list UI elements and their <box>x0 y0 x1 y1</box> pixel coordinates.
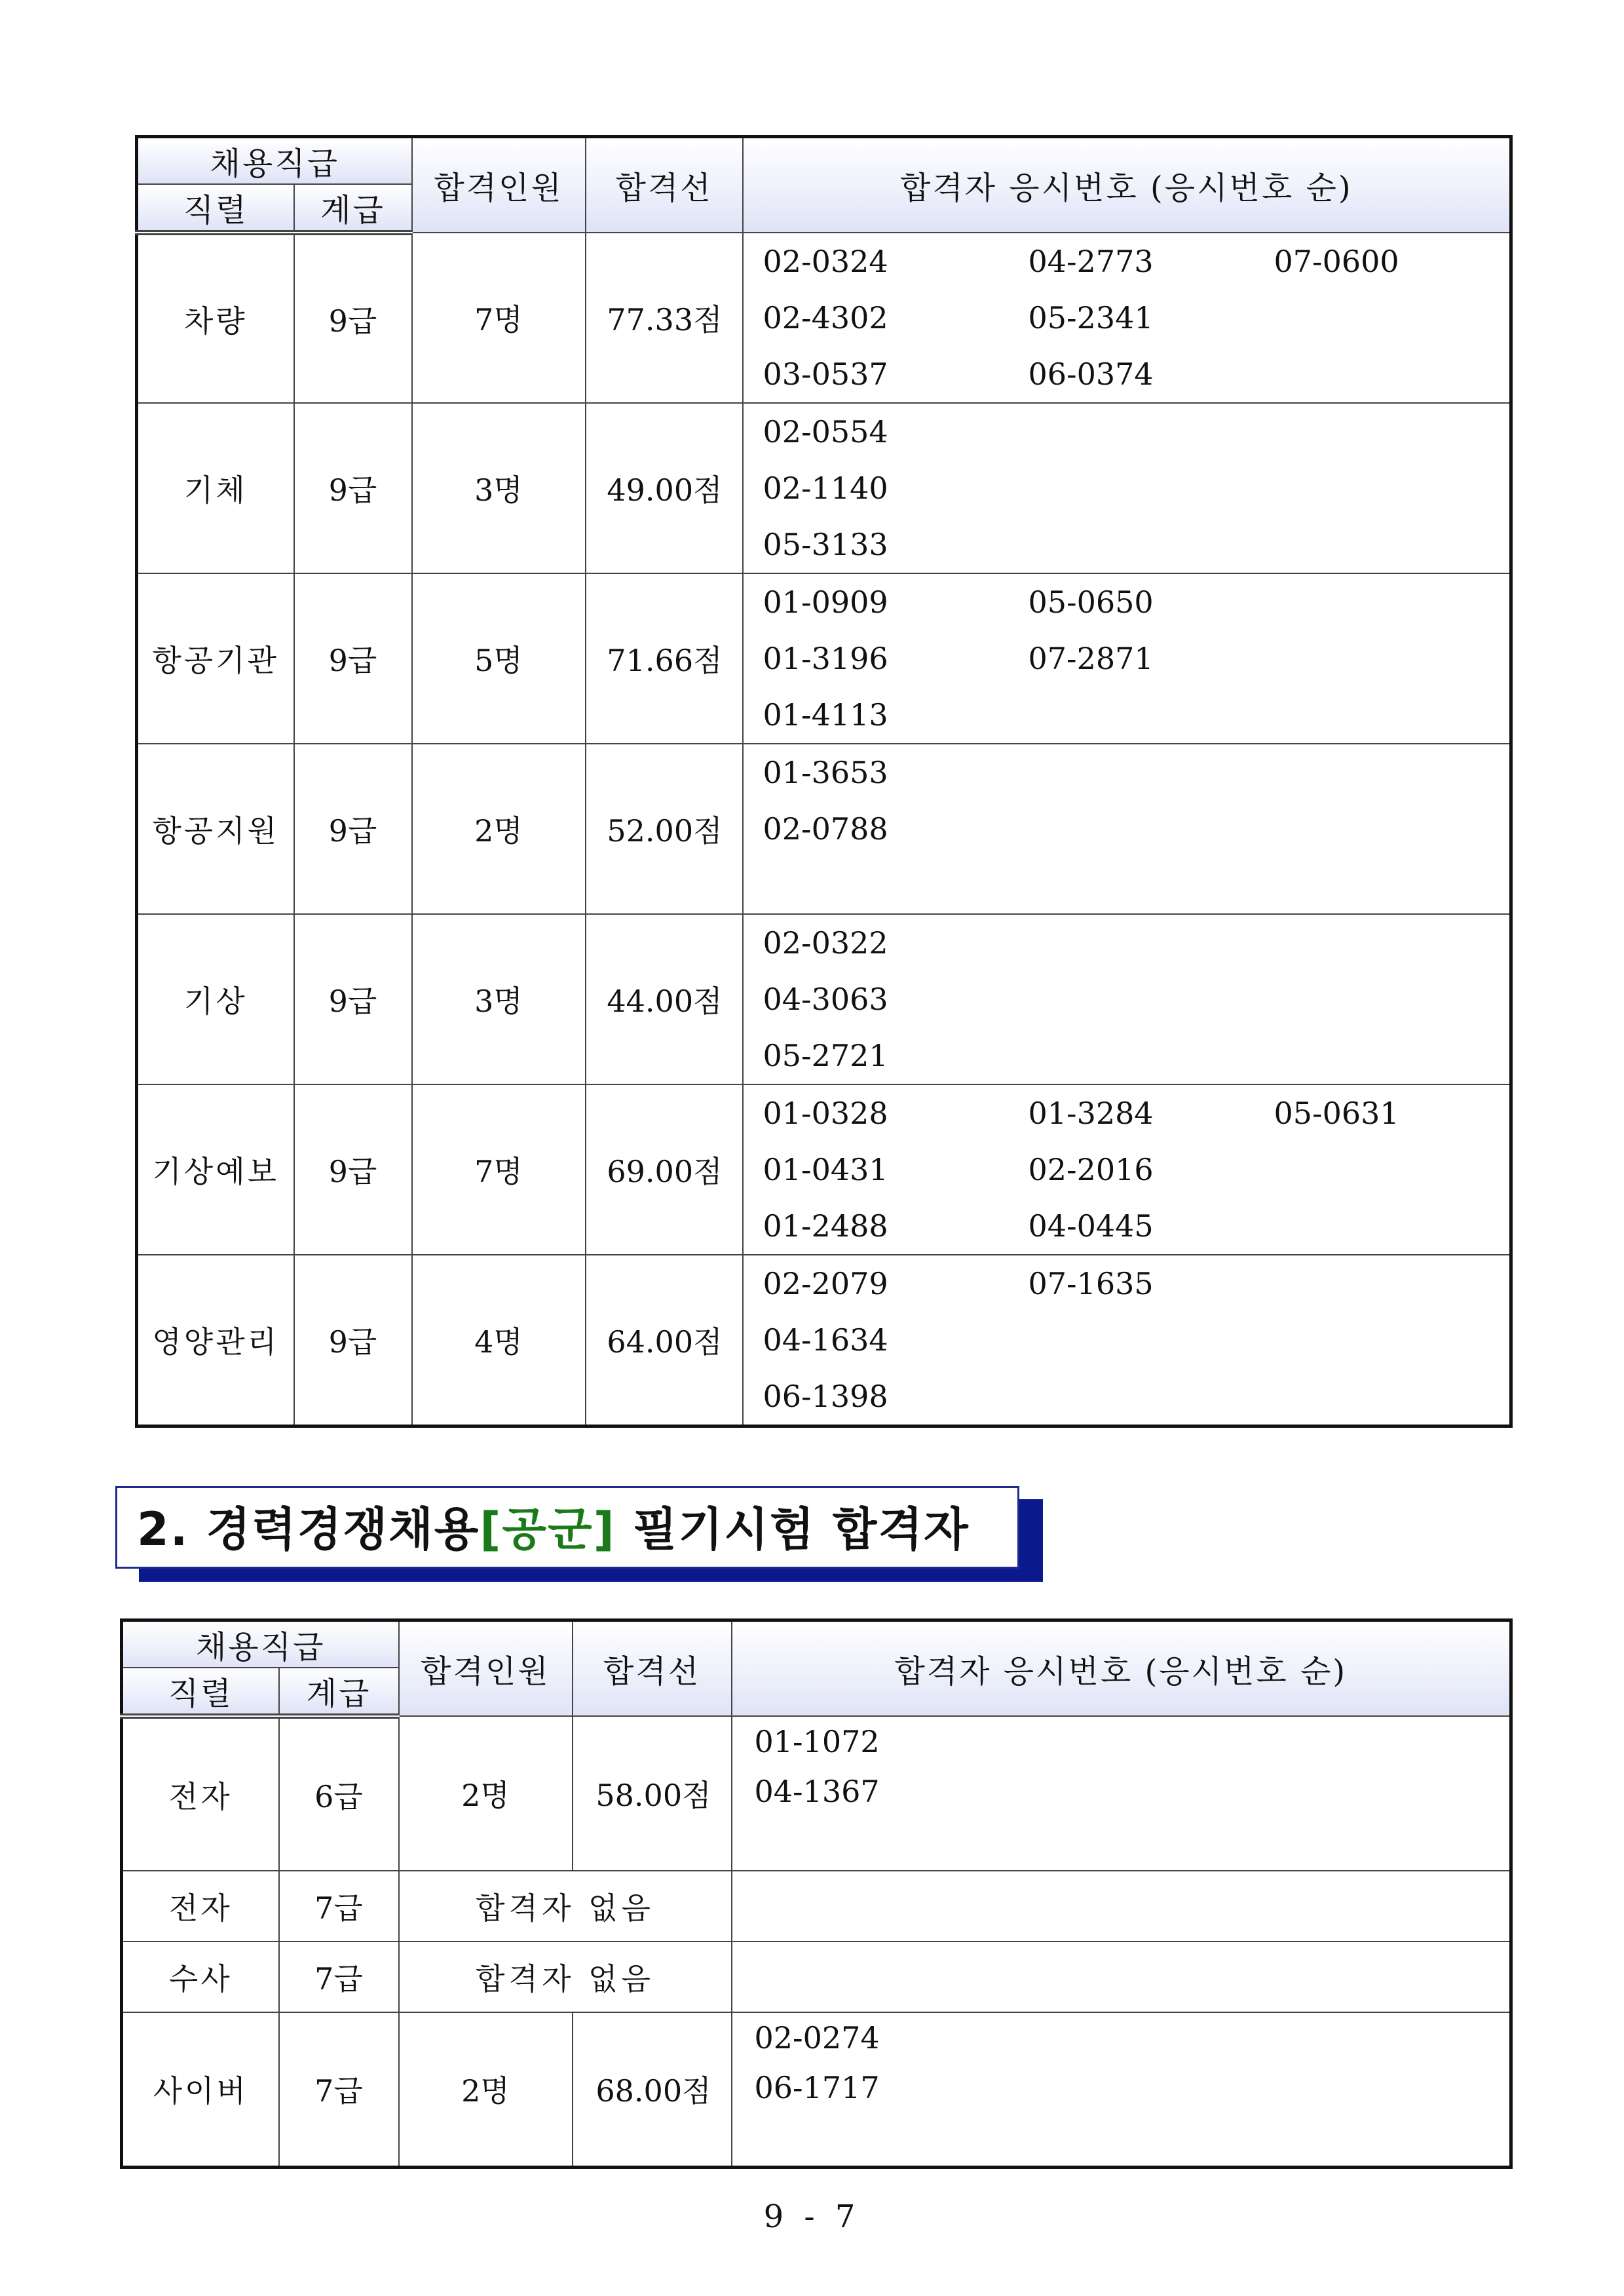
exam-id-line <box>763 857 1510 913</box>
series-cell: 기상 <box>137 914 294 1084</box>
exam-ids-cell <box>743 573 1511 744</box>
grade-cell: 9급 <box>294 1255 412 1426</box>
exam-id-line <box>763 1141 1510 1198</box>
exam-ids-cell <box>743 744 1511 914</box>
exam-id: 05-0650 <box>1028 584 1154 620</box>
exam-ids-cell <box>732 2012 1511 2167</box>
exam-id: 06-0374 <box>1028 356 1154 392</box>
exam-id: 04-1634 <box>763 1322 888 1358</box>
exam-id-line <box>763 1368 1510 1425</box>
exam-id: 04-0445 <box>1028 1208 1154 1244</box>
exam-id: 01-3284 <box>1028 1096 1154 1131</box>
exam-ids-cell <box>732 1942 1511 2012</box>
cutoff-cell: 52.00점 <box>586 744 743 914</box>
exam-id-line <box>763 404 1510 460</box>
exam-ids-cell <box>732 1871 1511 1942</box>
exam-id: 01-4113 <box>763 697 888 733</box>
header-recruit-grade: 채용직급 <box>122 1620 399 1668</box>
exam-id: 05-3133 <box>763 527 888 562</box>
exam-id: 01-0328 <box>763 1096 888 1131</box>
exam-id-line <box>763 744 1510 801</box>
grade-cell: 9급 <box>294 403 412 573</box>
exam-id: 04-2773 <box>1028 244 1154 279</box>
exam-id: 02-2016 <box>1028 1152 1154 1187</box>
exam-id: 01-2488 <box>763 1208 888 1244</box>
exam-id: 05-2341 <box>1028 300 1154 335</box>
cutoff-cell: 64.00점 <box>586 1255 743 1426</box>
exam-id: 02-1140 <box>763 470 888 506</box>
exam-id-line <box>763 630 1510 687</box>
exam-ids-cell <box>743 233 1511 403</box>
grade-cell: 7급 <box>279 2012 399 2167</box>
table-row <box>137 573 1511 744</box>
exam-id-line <box>763 574 1510 630</box>
results-table-1-body <box>137 233 1511 1426</box>
exam-ids-cell <box>743 1084 1511 1255</box>
series-cell: 사이버 <box>122 2012 279 2167</box>
grade-cell: 7급 <box>279 1871 399 1942</box>
header-exam-ids: 합격자 응시번호 (응시번호 순) <box>743 137 1511 233</box>
exam-id: 05-0631 <box>1274 1096 1399 1131</box>
table-row <box>137 233 1511 403</box>
exam-id: 07-1635 <box>1028 1266 1154 1301</box>
cutoff-cell: 58.00점 <box>573 1716 732 1871</box>
exam-ids-cell <box>732 1716 1511 1871</box>
cutoff-cell: 69.00점 <box>586 1084 743 1255</box>
no-passer-cell: 합격자 없음 <box>399 1942 732 2012</box>
grade-cell: 6급 <box>279 1716 399 1871</box>
exam-id: 02-4302 <box>763 300 888 335</box>
exam-id: 05-2721 <box>763 1038 888 1073</box>
exam-id: 07-0600 <box>1274 244 1399 279</box>
exam-id: 01-0909 <box>763 584 888 620</box>
exam-id: 04-1367 <box>754 1774 880 1809</box>
exam-id: 02-0274 <box>754 2020 880 2056</box>
pass-count-cell: 4명 <box>412 1255 586 1426</box>
header-grade: 계급 <box>279 1668 399 1716</box>
exam-id-line <box>763 516 1510 573</box>
cutoff-cell: 71.66점 <box>586 573 743 744</box>
pass-count-cell: 2명 <box>399 1716 573 1871</box>
grade-cell: 9급 <box>294 1084 412 1255</box>
exam-id-line <box>763 1255 1510 1312</box>
exam-id-line <box>763 1027 1510 1084</box>
exam-id-line <box>763 1198 1510 1254</box>
table-row <box>137 1084 1511 1255</box>
table-row <box>137 403 1511 573</box>
pass-count-cell: 3명 <box>412 914 586 1084</box>
series-cell: 항공지원 <box>137 744 294 914</box>
cutoff-cell: 77.33점 <box>586 233 743 403</box>
cutoff-cell: 68.00점 <box>573 2012 732 2167</box>
exam-id-line <box>763 1085 1510 1141</box>
header-series: 직렬 <box>137 184 294 233</box>
pass-count-cell: 2명 <box>412 744 586 914</box>
section-heading-accent: [공군] <box>480 1502 616 1556</box>
grade-cell: 7급 <box>279 1942 399 2012</box>
section-heading-prefix: 2. 경력경쟁채용 <box>137 1502 480 1556</box>
table-row <box>137 744 1511 914</box>
exam-id: 01-1072 <box>754 1724 880 1759</box>
table-row <box>122 2012 1511 2167</box>
exam-ids-cell <box>743 914 1511 1084</box>
series-cell: 전자 <box>122 1871 279 1942</box>
exam-id: 03-0537 <box>763 356 888 392</box>
header-recruit-grade: 채용직급 <box>137 137 412 185</box>
pass-count-cell: 7명 <box>412 233 586 403</box>
section-heading-suffix: 필기시험 합격자 <box>615 1502 970 1556</box>
exam-id: 02-0788 <box>763 811 888 847</box>
series-cell: 기상예보 <box>137 1084 294 1255</box>
pass-count-cell: 5명 <box>412 573 586 744</box>
series-cell: 차량 <box>137 233 294 403</box>
header-grade: 계급 <box>294 184 412 233</box>
exam-id: 01-3653 <box>763 755 888 790</box>
exam-id-line <box>763 915 1510 971</box>
grade-cell: 9급 <box>294 573 412 744</box>
section-heading <box>115 1486 1019 1569</box>
results-table-2 <box>120 1618 1513 2169</box>
exam-id: 02-0322 <box>763 925 888 961</box>
header-series: 직렬 <box>122 1668 279 1716</box>
table-row <box>122 1871 1511 1942</box>
exam-id: 07-2871 <box>1028 641 1154 676</box>
pass-count-cell: 7명 <box>412 1084 586 1255</box>
series-cell: 항공기관 <box>137 573 294 744</box>
cutoff-cell: 49.00점 <box>586 403 743 573</box>
table-row <box>122 1716 1511 1871</box>
exam-id-line <box>763 233 1510 290</box>
grade-cell: 9급 <box>294 233 412 403</box>
exam-id: 02-0324 <box>763 244 888 279</box>
pass-count-cell: 3명 <box>412 403 586 573</box>
page-number: 9 - 7 <box>763 2198 861 2235</box>
grade-cell: 9급 <box>294 914 412 1084</box>
table-row <box>122 1942 1511 2012</box>
exam-id: 02-2079 <box>763 1266 888 1301</box>
series-cell: 기체 <box>137 403 294 573</box>
exam-id-line <box>763 687 1510 743</box>
series-cell: 수사 <box>122 1942 279 2012</box>
header-pass-count: 합격인원 <box>412 137 586 233</box>
results-table-2-body <box>122 1716 1511 2167</box>
exam-id: 06-1398 <box>763 1379 888 1414</box>
series-cell: 영양관리 <box>137 1255 294 1426</box>
exam-id-line <box>763 801 1510 857</box>
pass-count-cell: 2명 <box>399 2012 573 2167</box>
exam-id-line <box>763 971 1510 1027</box>
exam-ids-cell <box>743 403 1511 573</box>
exam-id-line <box>763 290 1510 346</box>
exam-id: 02-0554 <box>763 414 888 450</box>
exam-id: 01-3196 <box>763 641 888 676</box>
header-cutoff: 합격선 <box>573 1620 732 1717</box>
table-row <box>137 1255 1511 1426</box>
no-passer-cell: 합격자 없음 <box>399 1871 732 1942</box>
exam-ids-cell <box>743 1255 1511 1426</box>
exam-id-line <box>763 1312 1510 1368</box>
exam-id-line <box>763 346 1510 402</box>
cutoff-cell: 44.00점 <box>586 914 743 1084</box>
grade-cell: 9급 <box>294 744 412 914</box>
exam-id: 06-1717 <box>754 2070 880 2105</box>
header-cutoff: 합격선 <box>586 137 743 233</box>
series-cell: 전자 <box>122 1716 279 1871</box>
results-table-1 <box>135 135 1513 1428</box>
table-row <box>137 914 1511 1084</box>
exam-id-line <box>763 460 1510 516</box>
header-pass-count: 합격인원 <box>399 1620 573 1717</box>
header-exam-ids: 합격자 응시번호 (응시번호 순) <box>732 1620 1511 1717</box>
exam-id: 04-3063 <box>763 982 888 1017</box>
exam-id: 01-0431 <box>763 1152 888 1187</box>
